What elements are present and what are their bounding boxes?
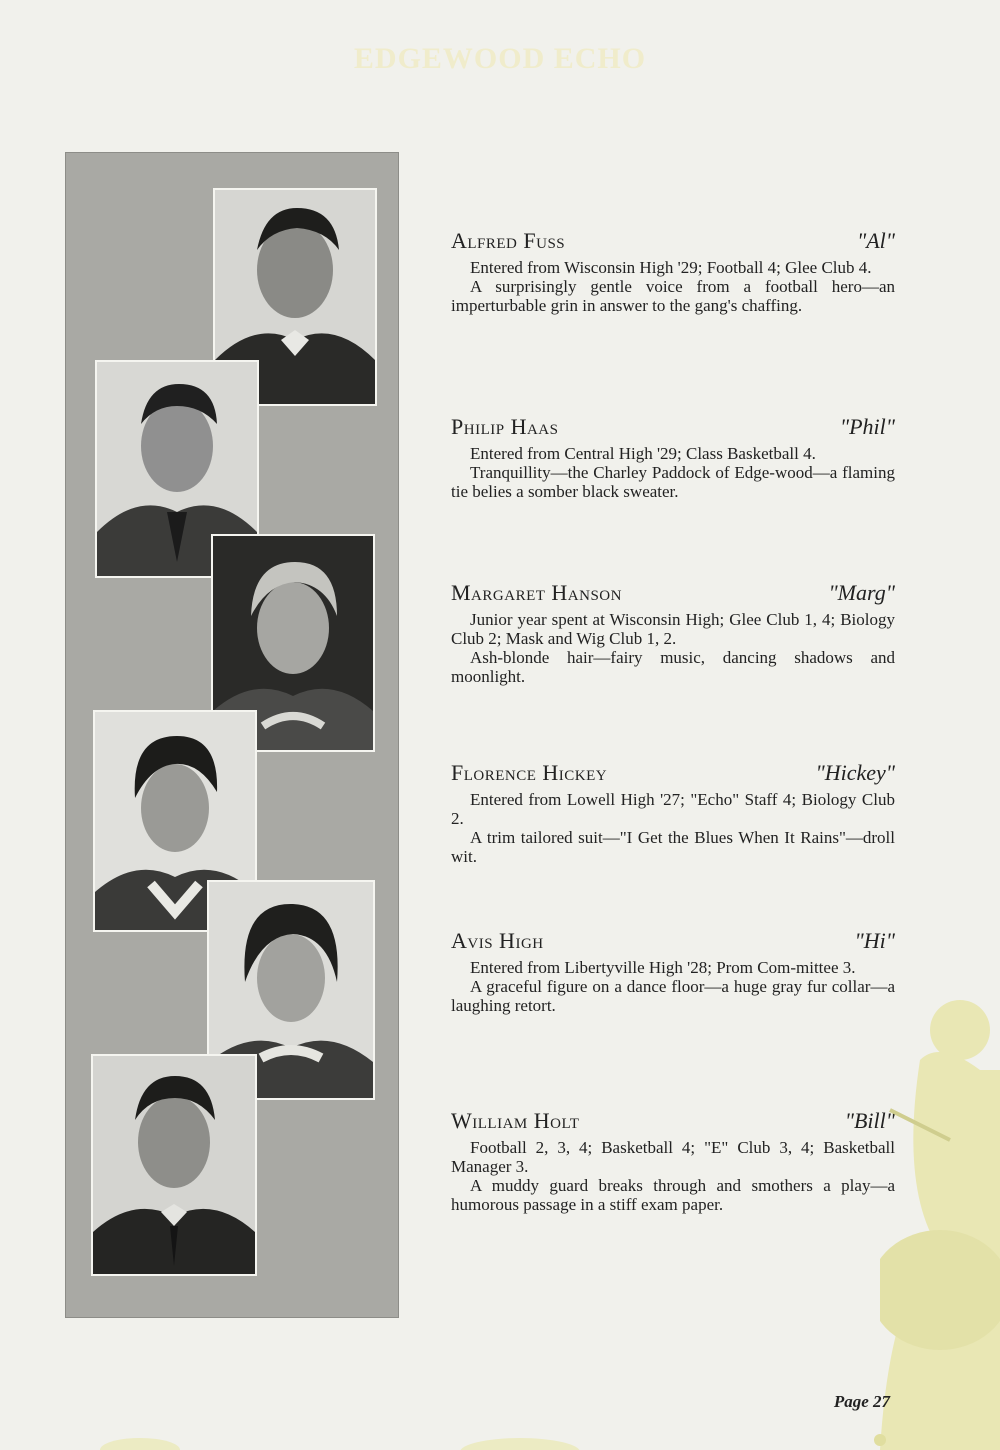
student-nickname: "Al" [856,228,895,253]
entry-florence-hickey [451,760,895,866]
student-name: Philip Haas [451,414,559,439]
student-record: Entered from Lowell High '27; "Echo" Staff 4; Biology Club 2. [451,790,895,828]
entry-margaret-hanson [451,580,895,686]
student-record: Entered from Central High '29; Class Basketball 4. [470,444,816,463]
student-record: Entered from Wisconsin High '29; Football 4; Glee Club 4. [470,258,872,277]
student-name: Alfred Fuss [451,228,566,253]
entry-avis-high [451,928,895,1015]
photo-panel [65,152,399,1318]
entry-alfred-fuss [451,228,895,315]
student-description: Ash-blonde hair—fairy music, dancing shadows and moonlight. [451,648,895,686]
student-name: Florence Hickey [451,760,608,785]
student-nickname: "Hi" [854,928,895,953]
student-nickname: "Phil" [839,414,895,439]
student-record: Football 2, 3, 4; Basketball 4; "E" Club 3, 4; Basketball Manager 3. [451,1138,895,1176]
entry-philip-haas [451,414,895,501]
student-description: A surprisingly gentle voice from a football hero—an imperturbable grin in answer to the gang's chaffing. [451,277,895,315]
student-description: A trim tailored suit—"I Get the Blues When It Rains"—droll wit. [451,828,895,866]
piper-figure-illustration [880,990,1000,1450]
student-description: A muddy guard breaks through and smothers a play—a humorous passage in a stiff exam paper. [451,1176,895,1214]
running-header: EDGEWOOD ECHO [353,42,647,75]
page-number: Page 27 [833,1392,890,1411]
portrait-photo [91,1054,257,1276]
student-nickname: "Marg" [828,580,895,605]
student-name: Avis High [451,928,544,953]
student-record: Junior year spent at Wisconsin High; Glee Club 1, 4; Biology Club 2; Mask and Wig Club 1, 2. [451,610,895,648]
student-name: William Holt [451,1108,580,1133]
student-description: A graceful figure on a dance floor—a huge gray fur collar—a laughing retort. [451,977,895,1015]
student-description: Tranquillity—the Charley Paddock of Edge-wood—a flaming tie belies a somber black sweater. [451,463,895,501]
student-nickname: "Bill" [844,1108,895,1133]
entry-william-holt [451,1108,895,1214]
student-name: Margaret Hanson [451,580,622,605]
student-nickname: "Hickey" [815,760,895,785]
border-ornament [0,1410,1000,1450]
student-record: Entered from Libertyville High '28; Prom Com-mittee 3. [470,958,856,977]
